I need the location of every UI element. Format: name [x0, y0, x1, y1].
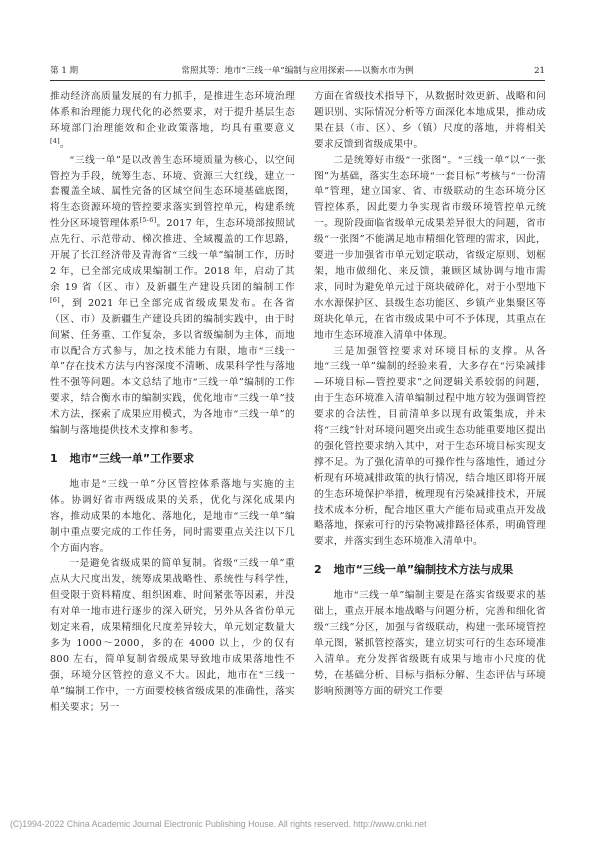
page-number: 21 — [534, 66, 545, 76]
citation[interactable]: [6] — [50, 295, 60, 304]
paragraph: 方面在省级技术指导下，从数据时效更新、战略和问题识别、实际情况分析等方面深化本地成果，推动成果在县（市、区）、乡（镇）尺度的落地，并将相关要求反馈到省级成果中。 — [314, 91, 546, 150]
paragraph: 推动经济高质量发展的有力抓手，是推进生态环境治理体系和治理能力现代化的必然要求，对于提升基层生态环境部门治理能效和企业政策落地，均具有重要意义[4]。 — [50, 91, 295, 150]
section-number: 2 — [314, 563, 322, 577]
paragraph: “三线一单”是以改善生态环境质量为核心，以空间管控为手段，统筹生态、环境、资源三大红线，建立一套覆盖全域、属性完备的区域空间生态环境基础底图，将生态资源环境的管控要求落实到管控单元，构建系统性分区环境管理体系[5-6]。2017 年，生态环境部按照试点先行、示范带动、梯次推进、全域覆盖的工作思路，开展了长江经济带及青海省“三线一单”编制工作，历时 2 年，已全部完成成果编制工作。2018 年，启动了其余 19 省（区、市）及新疆生产建设兵团的编制工作[6]，到 2021 年已全部完成省级成果发布。在各省（区、市）及新疆生产建设兵团的编制实践中，由于时间紧、任务重、工作复杂，多以省级编制为主体，而地市以配合方式参与，加之技术能力有限，地市“三线一单”存在技术方法与内容深度不清晰、成果科学性与落地性不强等问题。本文总结了地市“三线一单”编制的工作要求，结合衡水市的编制实践，优化地市“三线一单”技术方法，探索了成果应用模式，为各地市“三线一单”的编制与落地提供技术支撑和参考。 — [50, 154, 296, 437]
running-title: 常照其等：地市“三线一单”编制与应用探索——以衡水市为例 — [181, 66, 414, 76]
section-heading — [314, 562, 546, 578]
issue-label: 第 1 期 — [50, 66, 79, 76]
paragraph: 地市“三线一单”编制主要是在落实省级要求的基础上，重点开展本地战略与问题分析，完善和细化省级“三线”分区，加强与省级联动，构建一张环境管控单元图，紧抓管控落实，建立切实可行的生态环境准入清单。充分发挥省级既有成果与地市小尺度的优势，在基础分析、目标与指标分解、生态评估与环境影响预测等方面的研究工作要 — [314, 590, 546, 697]
section-heading — [50, 451, 295, 467]
header-rule — [50, 80, 545, 81]
running-header — [50, 64, 545, 78]
paragraph: 地市是“三线一单”分区管控体系落地与实施的主体。协调好省市两级成果的关系，优化与深化成果内容，推动成果的本地化、落地化，是地市“三线一单”编制中重点要完成的工作任务，同时需要重点关注以下几个方面内容。 — [50, 478, 295, 554]
left-column — [50, 89, 295, 716]
right-column — [314, 89, 546, 700]
citation[interactable]: [4] — [50, 136, 60, 145]
section-title: 地市“三线一单”工作要求 — [69, 451, 195, 465]
paragraph: 三是加强管控要求对环境目标的支撑。从各地“三线一单”编制的经验来看，大多存在“污染减排—环境目标—管控要求”之间逻辑关系较弱的问题，由于生态环境准入清单编制过程中地方较为强调管控要求的合法性，目前清单多以现有政策集成，并未将“三线”针对环境问题突出或生态功能重要地区提出的强化管控要求纳入其中，对于生态环境目标实现支撑不足。为了强化清单的可操作性与落地性，通过分析现有环境减排政策的执行情况，结合地区即将开展的生态环境保护举措，梳理现有污染减排技术，开展技术成本分析，配合地区重大产能布局或重点开发战略落地，探索可行的污染物减排路径体系，明确管理要求，并落实到生态环境准入清单中。 — [314, 345, 546, 548]
paragraph: 一是避免省级成果的简单复制。省级“三线一单”重点从大尺度出发，统筹成果战略性、系统性与科学性，但受限于资料精度、组织困难、时间紧张等因素，并没有对单一地市进行逐步的深入研究，另外从各省份单元划定来看，成果精细化尺度差异较大，单元划定数量大多为 1000～2000，多的在 4000 以上，少的仅有 800 左右，简单复制省级成果导致地市成果落地性不强，环境分区管控的意义不大。因此，地市在“三线一单”编制工作中，一方面要校核省级成果的准确性，落实相关要求；另一 — [50, 558, 295, 713]
copyright-footer: (C)1994-2022 China Academic Journal Electronic Publishing House. All rights reserved. http://www.cnki.net — [10, 819, 427, 829]
citation[interactable]: [5-6] — [139, 216, 157, 225]
section-title: 地市“三线一单”编制技术方法与成果 — [333, 563, 514, 577]
paragraph: 二是统筹好市级“一张图”。“三线一单”以“一张图”为基础，落实生态环境“一套目标”考核与“一份清单”管理，建立国家、省、市级联动的生态环境分区管控体系，因此要力争实现省市级环境管控单元统一。现阶段面临省级单元成果差异很大的问题，省市级“一张图”不能满足地市精细化管理的需求，因此，要进一步加强省市单元划定联动，省级定原则、划框架，地市做细化、来反馈，兼顾区域协调与地市需求，同时为避免单元过于斑块破碎化，对于小型地下水水源保护区、县级生态功能区、乡镇产业集聚区等斑块化单元，在省市级成果中可不予体现，其重点在地市生态环境准入清单中体现。 — [314, 154, 546, 341]
section-number: 1 — [50, 451, 58, 465]
